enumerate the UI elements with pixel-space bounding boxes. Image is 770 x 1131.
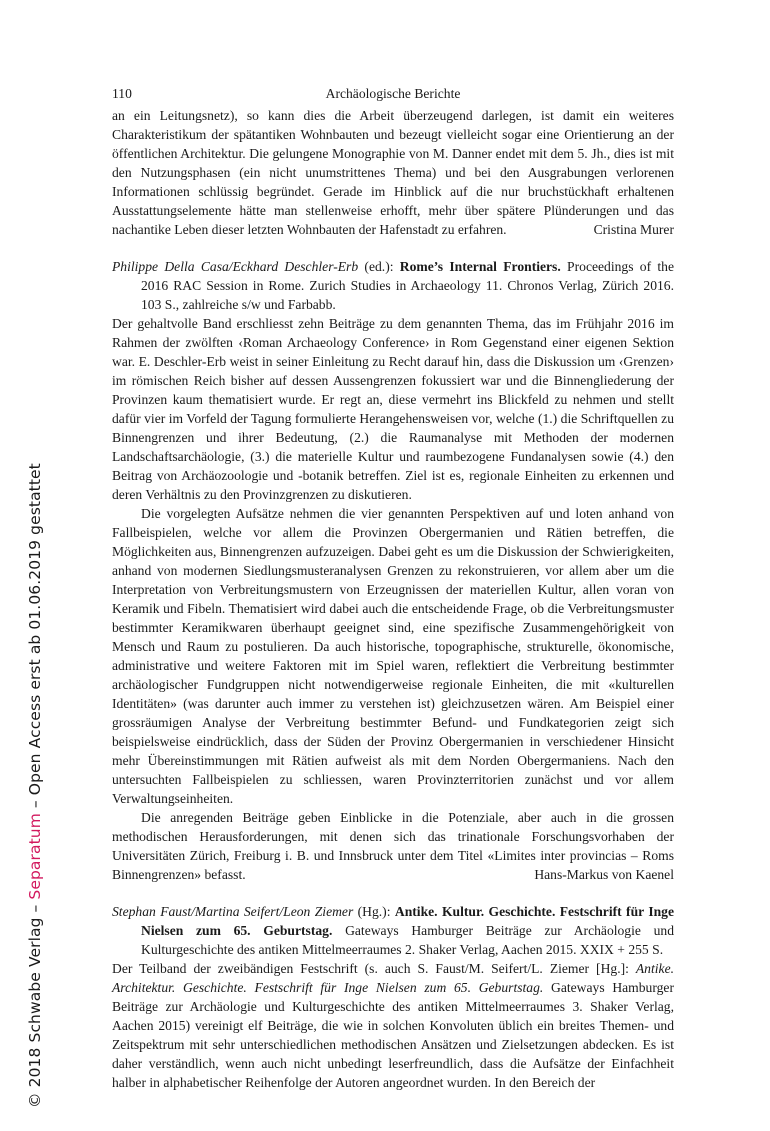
page-body bbox=[112, 84, 674, 1092]
review-3-citation bbox=[112, 902, 674, 959]
page-number: 110 bbox=[112, 86, 132, 101]
review-1-closing-paragraph bbox=[112, 106, 674, 239]
review-3-text-start: Der Teilband der zweibändigen Festschrift (s. auch S. Faust/M. Seifert/L. Ziemer [Hg.]: bbox=[112, 961, 636, 976]
review-2-paragraph-3-text: Die anregenden Beiträge geben Einblicke in die Potenziale, aber auch in die grossen methodischen Herausforderungen, mit denen sich das trinationale Forschungsvorhaben der Universitäten Zürich, Freiburg i. B. und Innsbruck unter dem Titel «Limites inter provincias – Roms Binnengrenzen» befasst. bbox=[112, 810, 674, 882]
review-2-paragraph-2: Die vorgelegten Aufsätze nehmen die vier genannten Perspektiven auf und loten anhand von Fallbeispielen, welche vor allem die Provinzen Obergermanien und Rätien betreffen, die Möglichkeiten aus, Binnengrenzen aufzuzeigen. Dabei geht es um die Diskussion der Schwierigkeiten, anhand von modernen Siedlungsmusteranalysen Grenzen zu rekonstruieren, vor allem aber um die Interpretation von Verbreitungsmustern von Erzeugnissen der materiellen Kultur, allen voran von Keramik und Fibeln. Thematisiert wird dabei auch die entscheidende Frage, ob die Verbreitungsmuster bestimmter Keramikwaren überhaupt geeignet sind, eine spezifische Zusammengehörigkeit von Mensch und Raum zu postulieren. Da auch historische, topographische, strukturelle, ökonomische, administrative und weitere Faktoren mit im Spiel waren, reflektiert die Verbreitung bestimmter archäologischer Fundgruppen nicht notwendigerweise regionale Einheiten, die mit «kulturellen Identitäten» (was darunter auch immer zu verstehen ist) gleichzusetzen wären. Am Beispiel einer grossräumigen Analyse der Verbreitung bestimmter Befund- und Fundkategorien zeigt sich beispielsweise eindrücklich, dass der Süden der Provinz Obergermanien in verschiedener Hinsicht mehr Übereinstimmungen mit Rätien aufweist als mit dem Norden Obergermaniens. Nach den untersuchten Fallbeispielen zu schliessen, waren Provinzterritorien zunächst und vor allem Verwaltungseinheiten. bbox=[112, 506, 674, 806]
review-3-text-italic: Antike. Architektur. Geschichte. Festschrift für Inge Nielsen zum 65. Geburtstag. bbox=[112, 961, 674, 995]
copyright-sidebar bbox=[26, 463, 44, 1108]
review-3-text-end: Gateways Hamburger Beiträge zur Archäologie und Kulturgeschichte des antiken Mittelmeerraumes 3. Shaker Verlag, Aachen 2015) vereinigt elf Beiträge, die wie in solchen Konvoluten üblich ein breites Themen- und Zeitspektrum mit sehr unterschiedlichen methodischen Ansätzen und Zielsetzungen abdecken. Es ist daher verständlich, wenn auch nicht unbedingt leserfreundlich, dass die Aufsätze der Einfachheit halber in alphabetischer Reihenfolge der Autoren angeordnet wurden. In den Bereich der bbox=[112, 980, 674, 1090]
copyright-suffix: – Open Access erst ab 01.06.2019 gestattet bbox=[26, 463, 44, 814]
copyright-prefix: © 2018 Schwabe Verlag – bbox=[26, 899, 44, 1108]
separatum-label: Separatum bbox=[26, 813, 44, 900]
review-1-text: an ein Leitungsnetz), so kann dies die Arbeit überzeugend darlegen, ist damit ein weiteres Charakteristikum der spätantiken Wohnbauten und bezeugt vielleicht sogar eine Orientierung an der öffentlichen Architektur. Die gelungene Monographie von M. Danner endet mit dem 5. Jh., dies ist mit den Nutzungsphasen (ein nicht unumstrittenes Thema) und bei den Ausgrabungen verlorenen Informationen schlüssig begründet. Gerade im Hinblick auf die nur bruchstückhaft erhaltenen Ausstattungselemente hätte man stellenweise erhofft, mehr über spätere Plünderungen und das nachantike Leben dieser letzten Wohnbauten der Hafenstadt zu erfahren. bbox=[112, 108, 674, 237]
running-header bbox=[112, 84, 674, 104]
review-2-authors: Philippe Della Casa/Eckhard Deschler-Erb bbox=[112, 259, 359, 274]
review-1-signature: Cristina Murer bbox=[593, 222, 674, 237]
review-3-authors: Stephan Faust/Martina Seifert/Leon Ziemer bbox=[112, 904, 354, 919]
review-2-paragraph-1: Der gehaltvolle Band erschliesst zehn Beiträge zu dem genannten Thema, das im Frühjahr 2016 im Rahmen der zwölften ‹Roman Archaeology Conference› in Rom Gegenstand einer eigenen Sektion war. E. Deschler-Erb weist in seiner Einleitung zu Recht darauf hin, dass die Diskussion um ‹Grenzen› im römischen Reich bisher auf dessen Aussengrenzen fokussiert war und die Binnengliederung der Provinzen kaum thematisiert wurde. Er regt an, diese vermehrt ins Blickfeld zu nehmen und stellt dafür vier im Vorfeld der Tagung formulierte Herangehensweisen vor, welche (1.) die Schriftquellen zu Binnengrenzen und ihrer Bedeutung, (2.) die Raumanalyse mit Methoden der modernen Landschaftsarchäologie, (3.) die materielle Kultur und raumbezogene Fundanalysen sowie (4.) den Beitrag von Archäozoologie und -botanik betreffen. Ziel ist es, regionale Einheiten zu erkennen und deren Verhältnis zu den Provinzgrenzen zu diskutieren. bbox=[112, 316, 674, 502]
review-3-paragraph-1 bbox=[112, 959, 674, 1092]
review-2-signature: Hans-Markus von Kaenel bbox=[534, 867, 674, 882]
review-3-details: Gateways Hamburger Beiträge zur Archäologie und Kulturgeschichte des antiken Mittelmeerraumes 2. Shaker Verlag, Aachen 2015. XXIX + 255 S. bbox=[141, 923, 674, 957]
review-2-role: (ed.): bbox=[358, 259, 400, 274]
review-2-title: Rome’s Internal Frontiers. bbox=[399, 259, 561, 274]
review-3-title: Antike. Kultur. Geschichte. Festschrift für Inge Nielsen zum 65. Geburtstag. bbox=[141, 904, 675, 938]
review-3-role: (Hg.): bbox=[353, 904, 395, 919]
review-2-details: Proceedings of the 2016 RAC Session in Rome. Zurich Studies in Archaeology 11. Chronos Verlag, Zürich 2016. 103 S., zahlreiche s/w und Farbabb. bbox=[141, 259, 675, 312]
review-2-citation bbox=[112, 257, 674, 314]
running-title: Archäologische Berichte bbox=[325, 86, 461, 101]
review-2-paragraph-3 bbox=[112, 808, 674, 884]
